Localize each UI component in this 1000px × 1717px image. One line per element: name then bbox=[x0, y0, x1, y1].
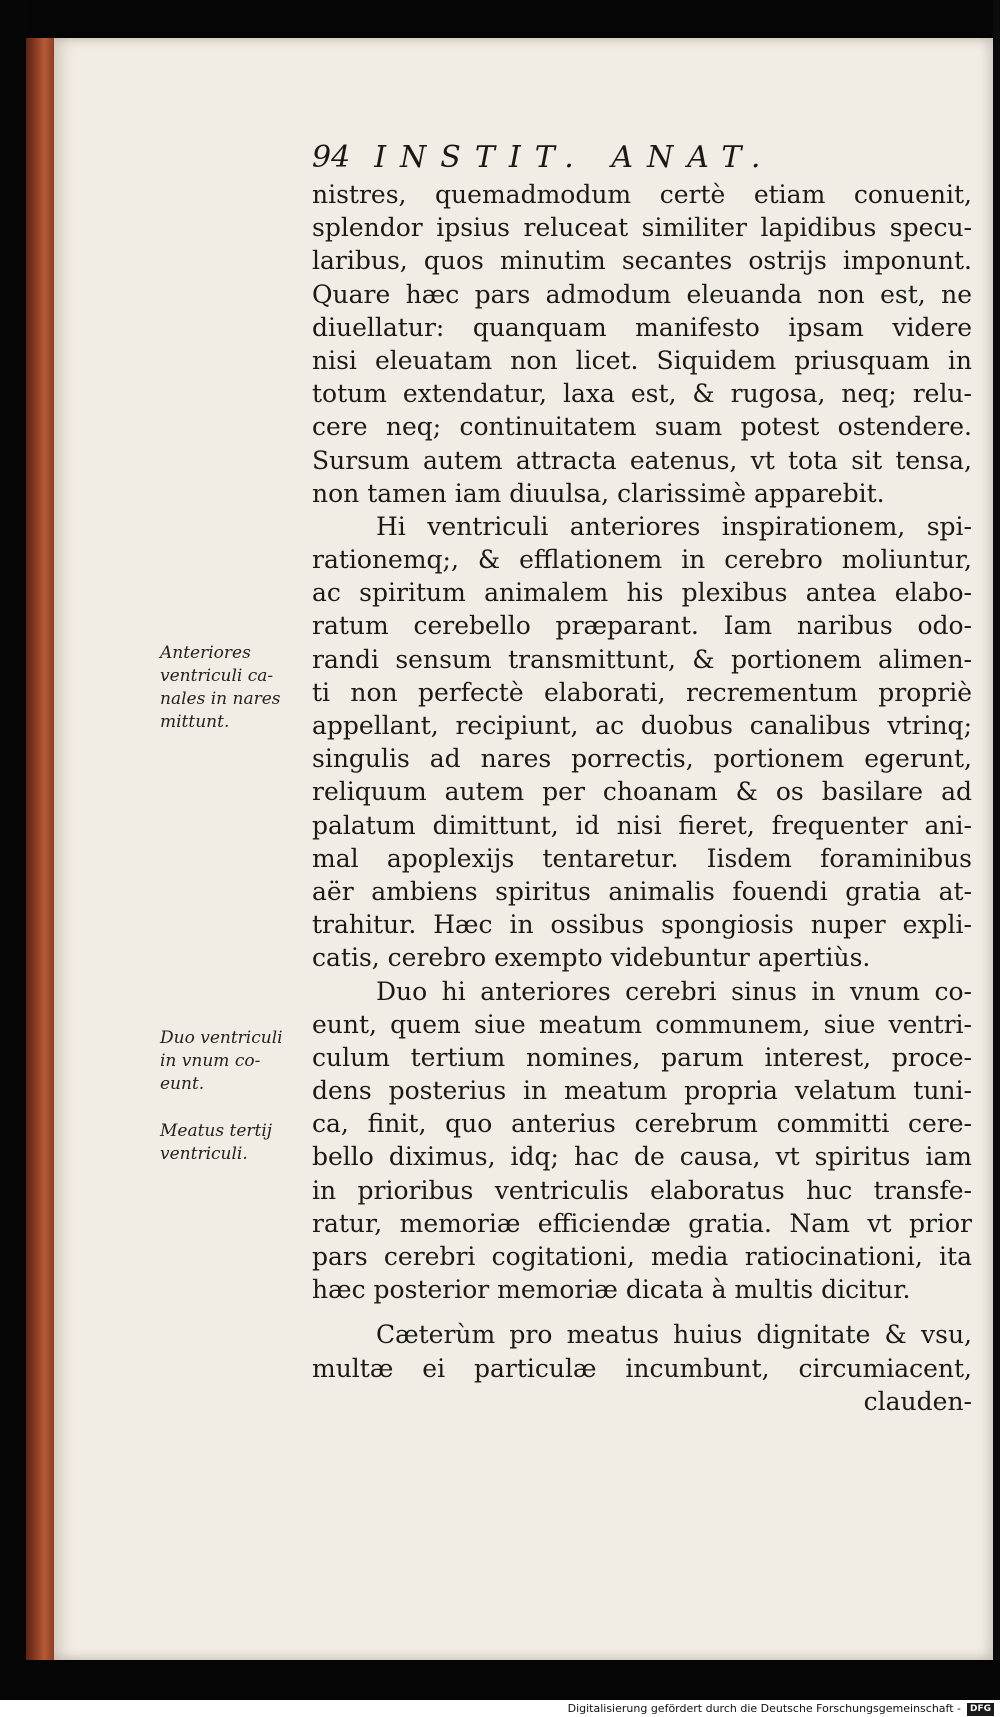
margin-note-line: ventriculi. bbox=[160, 1144, 248, 1164]
text-line: ratur, memoriæ efficiendæ gratia. Nam vt prior bbox=[312, 1208, 972, 1238]
running-head bbox=[312, 140, 872, 180]
text-line: culum tertium nomines, parum interest, proce- bbox=[312, 1042, 972, 1072]
text-line: nistres, quemadmodum certè etiam conuenit, bbox=[312, 180, 972, 209]
text-line: Sursum autem attracta eatenus, vt tota sit tensa, bbox=[312, 445, 972, 475]
margin-note-line: mittunt. bbox=[160, 712, 230, 732]
text-line: cere neq; continuitatem suam potest ostendere. bbox=[312, 412, 972, 442]
paragraph-gap bbox=[312, 1306, 972, 1318]
text-line: in prioribus ventriculis elaboratus huc transfe- bbox=[312, 1175, 972, 1205]
margin-note-line: Duo ventriculi bbox=[160, 1028, 283, 1048]
text-line: laribus, quos minutim secantes ostrijs imponunt. bbox=[312, 246, 972, 276]
text-line: palatum dimittunt, id nisi fieret, frequenter ani- bbox=[312, 810, 972, 840]
text-line: Quare hæc pars admodum eleuanda non est, ne bbox=[312, 279, 972, 309]
scan-right-border bbox=[993, 0, 1000, 1700]
text-line: appellant, recipiunt, ac duobus canalibus vtrinq; bbox=[312, 711, 972, 740]
text-line: totum extendatur, laxa est, & rugosa, neq; relu- bbox=[312, 379, 972, 409]
text-line: bello diximus, idq; hac de causa, vt spiritus iam bbox=[312, 1142, 972, 1172]
text-line: pars cerebri cogitationi, media ratiocinationi, ita bbox=[312, 1242, 972, 1271]
margin-note-line: in vnum co- bbox=[160, 1051, 261, 1071]
book-spine-edge bbox=[26, 38, 54, 1660]
text-line: multæ ei particulæ incumbunt, circumiacent, bbox=[312, 1353, 972, 1383]
margin-note-line: Anteriores bbox=[160, 643, 251, 663]
text-line: singulis ad nares porrectis, portionem egerunt, bbox=[312, 744, 972, 774]
page-number: 94 bbox=[312, 140, 351, 175]
margin-note-line: eunt. bbox=[160, 1074, 205, 1094]
text-line: randi sensum transmittunt, & portionem alimen- bbox=[312, 644, 972, 674]
text-line: rationemq;, & efflationem in cerebro moliuntur, bbox=[312, 545, 972, 575]
footer-credit: Digitalisierung gefördert durch die Deutsche Forschungsgemeinschaft - bbox=[567, 1702, 961, 1715]
margin-note-line: ventriculi ca- bbox=[160, 666, 274, 686]
text-line: mal apoplexijs tentaretur. Iisdem foraminibus bbox=[312, 843, 972, 873]
main-text-block bbox=[312, 178, 972, 1418]
dfg-logo: DFG bbox=[967, 1703, 994, 1716]
text-line: Duo hi anteriores cerebri sinus in vnum co- bbox=[376, 976, 972, 1006]
text-line: nisi eleuatam non licet. Siquidem priusquam in bbox=[312, 345, 972, 375]
margin-note bbox=[160, 642, 295, 734]
catchword: clauden- bbox=[863, 1386, 972, 1416]
text-line: reliquum autem per choanam & os basilare ad bbox=[312, 777, 972, 807]
text-line: splendor ipsius reluceat similiter lapidibus specu- bbox=[312, 213, 972, 243]
text-line: Cæterùm pro meatus huius dignitate & vsu, bbox=[376, 1320, 972, 1350]
text-line: trahitur. Hæc in ossibus spongiosis nuper expli- bbox=[312, 910, 972, 940]
text-line: ca, finit, quo anterius cerebrum committi cere- bbox=[312, 1109, 972, 1139]
margin-note bbox=[160, 1027, 295, 1096]
text-line: dens posterius in meatum propria velatum tuni- bbox=[312, 1076, 972, 1106]
text-line: aër ambiens spiritus animalis fouendi gratia at- bbox=[312, 876, 972, 906]
digitization-footer bbox=[0, 1700, 1000, 1717]
text-line: Hi ventriculi anteriores inspirationem, spi- bbox=[376, 511, 972, 541]
text-line: eunt, quem siue meatum communem, siue ventri- bbox=[312, 1009, 972, 1039]
margin-note-line: nales in nares bbox=[160, 689, 281, 709]
text-line: hæc posterior memoriæ dicata à multis dicitur. bbox=[312, 1275, 911, 1305]
scan-left-border bbox=[0, 0, 26, 1700]
scan-bottom-border bbox=[0, 1660, 1000, 1702]
scan-top-border bbox=[0, 0, 1000, 38]
text-line: ratum cerebello præparant. Iam naribus odo- bbox=[312, 611, 972, 641]
running-title: INSTIT. ANAT. bbox=[374, 140, 775, 175]
margin-note-line: Meatus tertij bbox=[160, 1121, 273, 1141]
text-line: ti non perfectè elaborati, recrementum propriè bbox=[312, 677, 972, 707]
text-line: ac spiritum animalem his plexibus antea elabo- bbox=[312, 578, 972, 608]
text-line: catis, cerebro exempto videbuntur apertiùs. bbox=[312, 943, 871, 973]
margin-note bbox=[160, 1120, 295, 1166]
text-line: diuellatur: quanquam manifesto ipsam videre bbox=[312, 312, 972, 342]
text-line: non tamen iam diuulsa, clarissimè apparebit. bbox=[312, 478, 885, 508]
